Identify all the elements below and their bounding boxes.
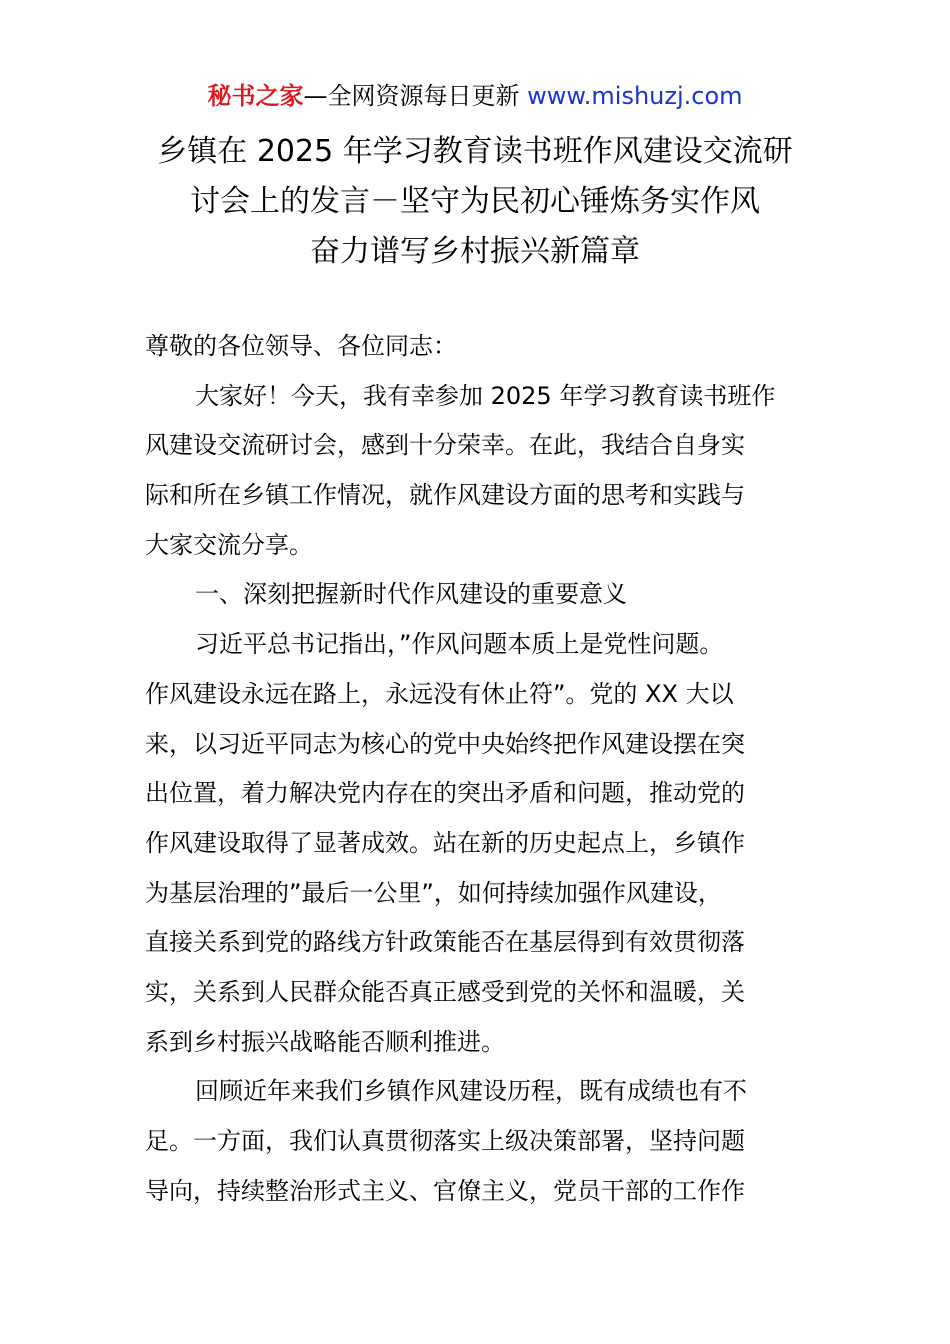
paragraph-line: 习近平总书记指出，”作风问题本质上是党性问题。: [195, 630, 724, 659]
paragraph-line: 出位置，着力解决党内存在的突出矛盾和问题，推动党的: [145, 779, 745, 808]
paragraph-line: 大家交流分享。: [145, 530, 313, 559]
site-url-link[interactable]: www.mishuzj.com: [527, 82, 743, 110]
title-line: 讨会上的发言－坚守为民初心锤炼务实作风: [190, 184, 760, 219]
paragraph-line: 际和所在乡镇工作情况，就作风建设方面的思考和实践与: [145, 481, 745, 510]
paragraph-line: 风建设交流研讨会，感到十分荣幸。在此，我结合自身实: [145, 431, 745, 460]
title-line: 乡镇在 2025 年学习教育读书班作风建设交流研: [157, 134, 793, 169]
paragraph-line: 回顾近年来我们乡镇作风建设历程，既有成绩也有不: [195, 1077, 747, 1106]
paragraph-line: 直接关系到党的路线方针政策能否在基层得到有效贯彻落: [145, 928, 745, 957]
paragraph-line: 系到乡村振兴战略能否顺利推进。: [145, 1027, 505, 1056]
section-heading: 一、深刻把握新时代作风建设的重要意义: [195, 580, 627, 609]
site-tagline: —全网资源每日更新: [303, 82, 528, 110]
salutation: 尊敬的各位领导、各位同志：: [145, 332, 457, 360]
title-line: 奋力谱写乡村振兴新篇章: [310, 234, 640, 269]
paragraph-line: 大家好！今天，我有幸参加 2025 年学习教育读书班作: [195, 381, 776, 410]
paragraph-line: 作风建设取得了显著成效。站在新的历史起点上，乡镇作: [145, 828, 745, 857]
paragraph-line: 作风建设永远在路上，永远没有休止符”。党的 XX 大以: [145, 679, 734, 708]
paragraph-line: 导向，持续整治形式主义、官僚主义，党员干部的工作作: [145, 1176, 745, 1205]
site-header: [0, 80, 950, 112]
paragraph-line: 实，关系到人民群众能否真正感受到党的关怀和温暖，关: [145, 977, 745, 1006]
paragraph-line: 来，以习近平同志为核心的党中央始终把作风建设摆在突: [145, 729, 745, 758]
paragraph-line: 足。一方面，我们认真贯彻落实上级决策部署，坚持问题: [145, 1127, 745, 1155]
paragraph-line: 为基层治理的”最后一公里”，如何持续加强作风建设，: [145, 878, 722, 907]
document-title: [100, 127, 850, 277]
site-brand: 秘书之家: [207, 82, 304, 110]
document-body: [145, 322, 810, 1216]
